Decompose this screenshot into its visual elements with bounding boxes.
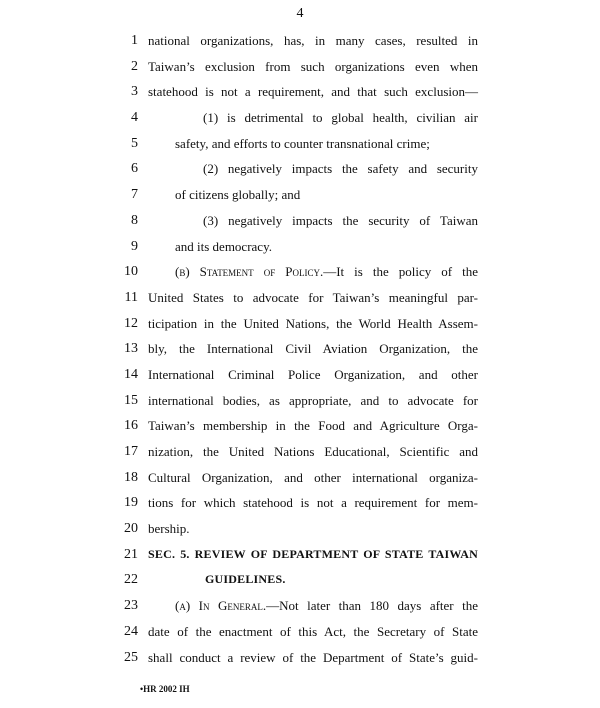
line-text: statehood is not a requirement, and that such exclusion— — [148, 84, 478, 100]
line-number: 17 — [124, 444, 138, 459]
bill-text — [0, 28, 600, 670]
section-heading: (b) Statement of Policy. — [175, 264, 324, 280]
line-number: 11 — [124, 289, 138, 305]
line-text: (1) is detrimental to global health, civilian air — [203, 110, 478, 126]
line-21 — [0, 542, 600, 568]
line-number: 16 — [124, 418, 138, 434]
line-text: Cultural Organization, and other international organiza- — [148, 469, 478, 485]
line-number: 18 — [124, 469, 138, 485]
line-text: (2) negatively impacts the safety and security — [203, 161, 478, 177]
line-text: and its democracy. — [175, 238, 272, 254]
line-text: safety, and efforts to counter transnational crime; — [175, 135, 430, 151]
line-text: United States to advocate for Taiwan’s meaningful par- — [148, 289, 478, 305]
line-7 — [0, 182, 600, 208]
bill-identifier: •HR 2002 IH — [140, 684, 190, 694]
line-text-rest: —Not later than 180 days after the — [266, 598, 478, 614]
line-20 — [0, 516, 600, 542]
line-text: Taiwan’s exclusion from such organizations even when — [148, 58, 478, 74]
line-9 — [0, 234, 600, 260]
line-19 — [0, 490, 600, 516]
line-text: International Criminal Police Organization, and other — [148, 366, 478, 382]
line-number: 2 — [131, 58, 138, 74]
line-4 — [0, 105, 600, 131]
line-8 — [0, 208, 600, 234]
line-number: 12 — [124, 315, 138, 331]
line-23 — [0, 593, 600, 619]
line-number: 21 — [124, 546, 138, 562]
line-13 — [0, 336, 600, 362]
line-text: (3) negatively impacts the security of Taiwan — [203, 212, 478, 228]
line-text: tions for which statehood is not a requirement for mem- — [148, 495, 478, 511]
line-16 — [0, 413, 600, 439]
line-text — [175, 593, 478, 619]
line-text: nization, the United Nations Educational, Scientific and — [148, 444, 478, 459]
subsection-heading: (a) In General. — [175, 598, 267, 614]
line-number: 13 — [124, 341, 138, 357]
line-10 — [0, 259, 600, 285]
line-text: bership. — [148, 521, 190, 537]
line-text-rest: —It is the policy of the — [323, 264, 478, 280]
line-number: 3 — [131, 84, 138, 100]
line-number: 5 — [131, 135, 138, 151]
line-text — [175, 259, 478, 285]
line-number: 22 — [124, 572, 138, 588]
line-number: 19 — [124, 495, 138, 511]
line-24 — [0, 619, 600, 645]
line-number: 24 — [124, 623, 138, 639]
line-number: 6 — [131, 161, 138, 177]
line-number: 15 — [124, 392, 138, 408]
line-text: of citizens globally; and — [175, 187, 301, 203]
line-text: national organizations, has, in many cases, resulted in — [148, 33, 478, 48]
page-number: 4 — [296, 6, 304, 21]
section-title-continued: GUIDELINES. — [205, 572, 286, 587]
line-17 — [0, 439, 600, 465]
line-number: 25 — [124, 649, 138, 665]
line-number: 8 — [131, 212, 138, 228]
line-5 — [0, 131, 600, 157]
line-11 — [0, 285, 600, 311]
line-number: 4 — [131, 110, 138, 126]
line-3 — [0, 79, 600, 105]
line-2 — [0, 54, 600, 80]
line-number: 10 — [124, 264, 138, 280]
line-text: ticipation in the United Nations, the World Health Assem- — [148, 315, 478, 331]
line-number: 9 — [131, 238, 138, 254]
line-18 — [0, 465, 600, 491]
line-number: 7 — [131, 187, 138, 203]
line-number: 23 — [124, 598, 138, 614]
line-number: 20 — [124, 521, 138, 537]
line-text: international bodies, as appropriate, and to advocate for — [148, 392, 478, 408]
line-text: Taiwan’s membership in the Food and Agriculture Orga- — [148, 418, 478, 434]
line-number: 14 — [124, 366, 138, 382]
line-1 — [0, 28, 600, 54]
section-title: SEC. 5. REVIEW OF DEPARTMENT OF STATE TAIWAN — [148, 546, 478, 561]
line-12 — [0, 311, 600, 337]
line-15 — [0, 388, 600, 414]
line-14 — [0, 362, 600, 388]
line-text: date of the enactment of this Act, the Secretary of State — [148, 623, 478, 639]
line-text: bly, the International Civil Aviation Organization, the — [148, 341, 478, 357]
line-number: 1 — [131, 33, 138, 48]
line-25 — [0, 645, 600, 671]
line-22 — [0, 567, 600, 593]
line-text: shall conduct a review of the Department of State’s guid- — [148, 649, 478, 665]
line-6 — [0, 156, 600, 182]
